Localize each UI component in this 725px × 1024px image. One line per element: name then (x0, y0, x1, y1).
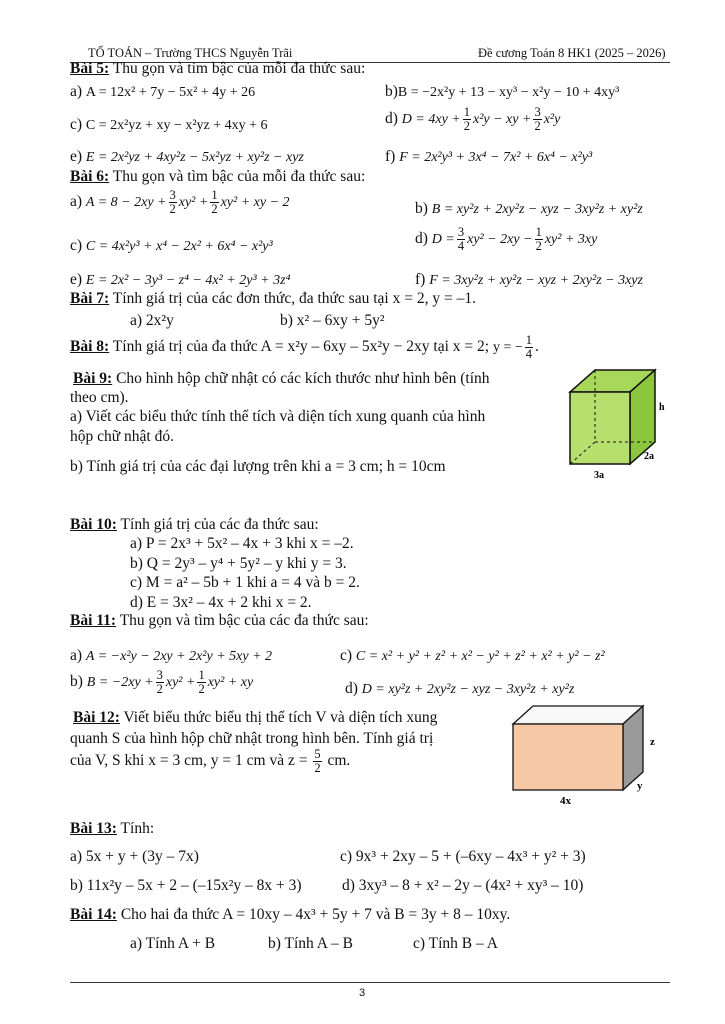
b14-title: Bài 14: Cho hai đa thức A = 10xy – 4x³ + 5y + 7 và B = 3y + 8 – 10xy. (70, 906, 511, 923)
fig2-z-label: z (650, 736, 655, 748)
b9-line1: Bài 9: Cho hình hộp chữ nhật có các kích thước như hình bên (tính (73, 370, 490, 387)
b6-f: f) F = 3xy²z + xy²z − xyz + 2xy²z − 3xyz (415, 271, 643, 288)
footer-divider (70, 982, 670, 983)
cuboid-figure-1 (560, 362, 680, 482)
b6-b: b) B = xy²z + 2xy²z − xyz − 3xy²z + xy²z (415, 200, 643, 217)
b6-d: d) D = $\frac{3}{4}$ xy² − 2xy − $\frac{1}{2}$ xy² + 3xy (415, 225, 598, 253)
b5-e: e) E = 2x²yz + 4xy²z − 5x²yz + xy²z − xyz (70, 148, 304, 165)
b13-b: b) 11x²y – 5x + 2 – (–15x²y – 8x + 3) (70, 877, 302, 894)
b9-line3: a) Viết các biểu thức tính thể tích và diện tích xung quanh của hình (70, 408, 486, 425)
b9-line4: hộp chữ nhật đó. (70, 428, 174, 445)
b14-c: c) Tính B – A (413, 935, 498, 952)
b7-title: Bài 7: Tính giá trị của các đơn thức, đa thức sau tại x = 2, y = –1. (70, 290, 476, 307)
fig2-y-label: y (637, 780, 643, 792)
b7-a: a) 2x²y (130, 312, 174, 329)
fig1-h-label: h (659, 402, 665, 413)
b11-c: c) C = x² + y² + z² + x² − y² + z² + x² + y² − z² (340, 647, 605, 664)
b8-text: Bài 8: Tính giá trị của đa thức A = x²y – 6xy – 5x²y − 2xy tại x = 2; y = − $\frac{1}{4}$ . (70, 333, 539, 361)
b13-c: c) 9x³ + 2xy – 5 + (–6xy – 4x³ + y² + 3) (340, 848, 586, 865)
b10-b: b) Q = 2y³ – y⁴ + 5y² – y khi y = 3. (130, 555, 347, 572)
fig1-w-label: 2a (644, 451, 654, 462)
b10-d: d) E = 3x² – 4x + 2 khi x = 2. (130, 594, 312, 611)
b10-c: c) M = a² – 5b + 1 khi a = 4 và b = 2. (130, 574, 360, 591)
b11-title: Bài 11: Thu gọn và tìm bậc của các đa thức sau: (70, 612, 369, 629)
b11-a: a) A = −x²y − 2xy + 2x²y + 5xy + 2 (70, 647, 273, 664)
b5-f: f) F = 2x²y³ + 3x⁴ − 7x² + 6x⁴ − x²y³ (385, 148, 593, 165)
b6-title: Bài 6: Thu gọn và tìm bậc của mỗi đa thức sau: (70, 168, 366, 185)
header-right: Đề cương Toán 8 HK1 (2025 – 2026) (478, 46, 666, 60)
b11-b: b) B = −2xy + $\frac{3}{2}$ xy² + $\frac{1}{2}$ xy² + xy (70, 668, 254, 696)
b5-c: c) C = 2x²yz + xy − x²yz + 4xy + 6 (70, 116, 268, 133)
b9-line5: b) Tính giá trị của các đại lượng trên khi a = 3 cm; h = 10cm (70, 458, 446, 475)
b10-title: Bài 10: Tính giá trị của các đa thức sau: (70, 516, 319, 533)
b10-a: a) P = 2x³ + 5x² – 4x + 3 khi x = –2. (130, 535, 354, 552)
b11-d: d) D = xy²z + 2xy²z − xyz − 3xy²z + xy²z (345, 680, 575, 697)
header-left: TỔ TOÁN – Trường THCS Nguyễn Trãi (88, 46, 293, 60)
b5-title: Bài 5: Thu gọn và tìm bậc của mỗi đa thức sau: (70, 60, 366, 77)
b13-d: d) 3xy³ – 8 + x² – 2y – (4x² + xy³ – 10) (342, 877, 584, 894)
b5-b: b)B = −2x²y + 13 − xy³ − x²y − 10 + 4xy³ (385, 83, 620, 100)
b12-line1: Bài 12: Viết biểu thức biểu thị thể tích V và diện tích xung (73, 709, 438, 726)
b5-a: a) A = 12x² + 7y − 5x² + 4y + 26 (70, 83, 256, 100)
fig1-l-label: 3a (594, 470, 604, 481)
b14-a: a) Tính A + B (130, 935, 216, 952)
page-number: 3 (359, 987, 366, 999)
b9-line2: theo cm). (70, 389, 129, 406)
b7-b: b) x² – 6xy + 5y² (280, 312, 385, 329)
fig2-x-label: 4x (560, 795, 571, 807)
cuboid-figure-2 (505, 702, 670, 810)
b6-e: e) E = 2x² − 3y³ − z⁴ − 4x² + 2y³ + 3z⁴ (70, 271, 291, 288)
b6-c: c) C = 4x²y³ + x⁴ − 2x² + 6x⁴ − x²y³ (70, 237, 273, 254)
b6-a: a) A = 8 − 2xy + $\frac{3}{2}$ xy² + $\frac{1}{2}$ xy² + xy − 2 (70, 188, 290, 216)
b13-a: a) 5x + y + (3y – 7x) (70, 848, 199, 865)
b12-line3: của V, S khi x = 3 cm, y = 1 cm và z = $\frac{5}{2}$ cm. (70, 747, 351, 775)
b13-title: Bài 13: Tính: (70, 820, 155, 837)
b14-b: b) Tính A – B (268, 935, 353, 952)
b12-line2: quanh S của hình hộp chữ nhật trong hình bên. Tính giá trị (70, 730, 434, 747)
b5-d: d) D = 4xy + $\frac{1}{2}$ x²y − xy + $\frac{3}{2}$ x²y (385, 105, 561, 133)
